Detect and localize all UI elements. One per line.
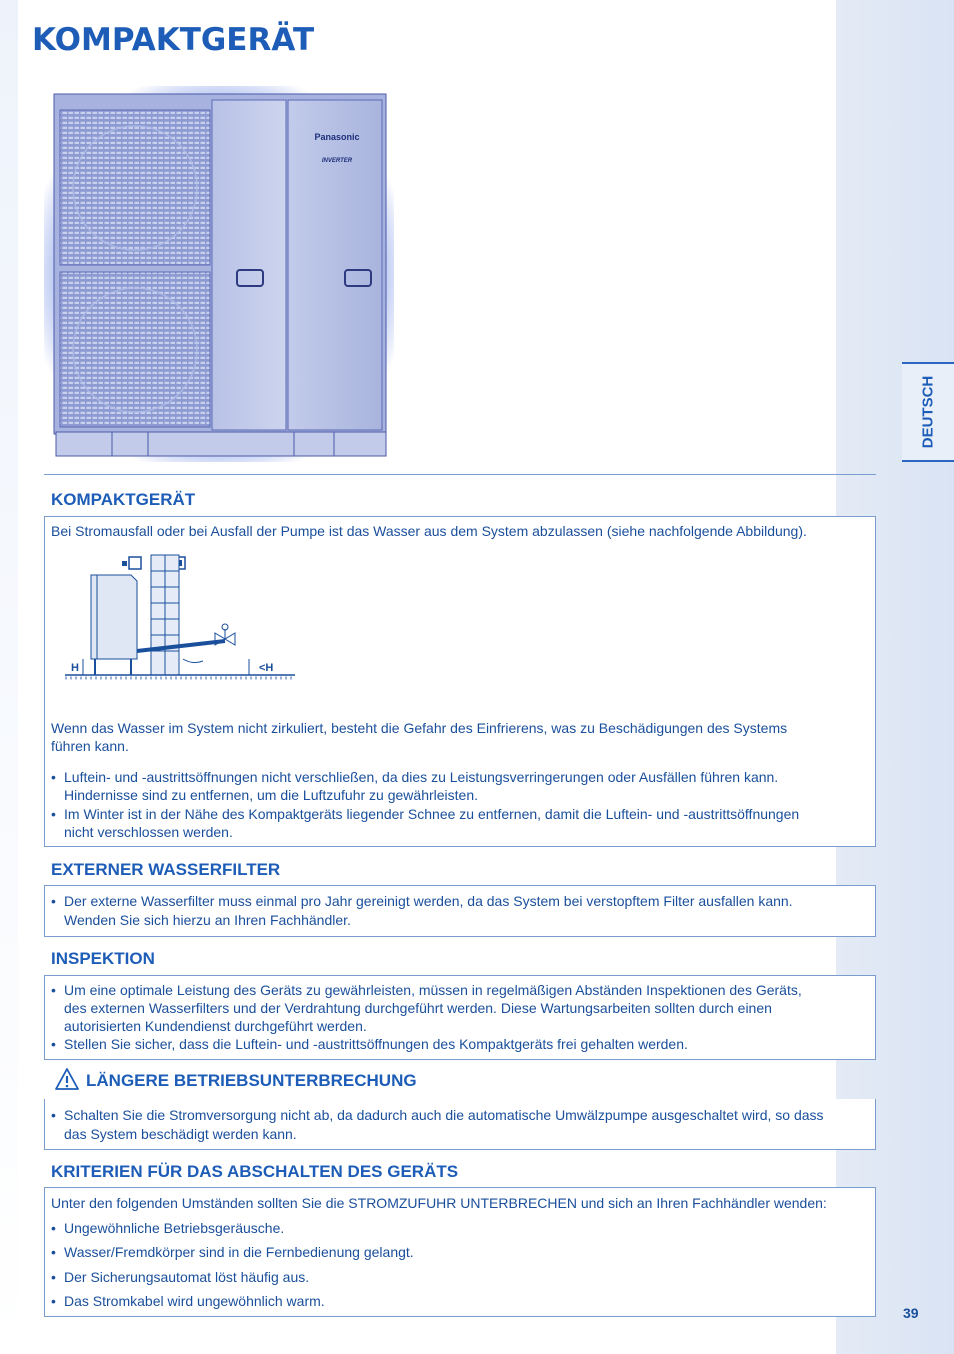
outdoor-unit-illustration	[44, 86, 394, 462]
section-separator	[44, 474, 876, 475]
bullet-marker: •	[51, 806, 56, 822]
freeze-warning-line-2: führen kann.	[51, 738, 129, 754]
bullet-marker: •	[51, 769, 56, 785]
bullet-marker: •	[51, 893, 56, 909]
language-tab	[902, 362, 954, 462]
kompakt-bullet-2-line-1: Im Winter ist in der Nähe des Kompaktgeräts liegender Schnee zu entfernen, damit die Luftein- und -austrittsöffnungen	[64, 806, 800, 822]
diagram-label-lt-h: <H	[259, 662, 274, 674]
section-heading-wasserfilter: EXTERNER WASSERFILTER	[51, 860, 281, 879]
freeze-warning-line-1: Wenn das Wasser im System nicht zirkuliert, besteht die Gefahr des Einfrierens, was zu Beschädigungen des Systems	[51, 720, 788, 736]
outdoor-unit-svg	[44, 86, 394, 462]
inspektion-bullet-2: Stellen Sie sicher, dass die Luftein- und -austrittsöffnungen des Kompaktgeräts frei gehalten werden.	[64, 1036, 688, 1052]
kompakt-bullet-1-line-2: Hindernisse sind zu entfernen, um die Luftzufuhr zu gewährleisten.	[64, 787, 479, 803]
drain-diagram	[65, 551, 295, 701]
page-title: KOMPAKTGERÄT	[32, 22, 315, 58]
filter-text-line-1: Der externe Wasserfilter muss einmal pro Jahr gereinigt werden, da das System bei verstopftem Filter ausfallen kann.	[64, 893, 793, 909]
section-heading-kompaktgeraet: KOMPAKTGERÄT	[51, 490, 196, 509]
section-heading-betriebsunterbrechung: LÄNGERE BETRIEBSUNTERBRECHUNG	[86, 1071, 417, 1090]
warning-triangle-icon	[54, 1067, 80, 1091]
drain-intro-text: Bei Stromausfall oder bei Ausfall der Pumpe ist das Wasser aus dem System abzulassen (siehe nachfolgende Abbildung).	[51, 523, 807, 539]
bullet-marker: •	[51, 1220, 56, 1236]
diagram-label-h: H	[71, 662, 79, 674]
betrieb-text-line-1: Schalten Sie die Stromversorgung nicht ab, da dadurch auch die automatische Umwälzpumpe ausgeschaltet wird, so dass	[64, 1107, 824, 1123]
section-box-wasserfilter	[44, 885, 876, 937]
bullet-marker: •	[51, 982, 56, 998]
section-box-betriebsunterbrechung	[44, 1099, 876, 1150]
betrieb-text-line-2: das System beschädigt werden kann.	[64, 1126, 297, 1142]
language-tab-label: DEUTSCH	[919, 375, 937, 449]
section-box-kompaktgeraet	[44, 516, 876, 847]
bullet-marker: •	[51, 1244, 56, 1260]
kriterien-item-3: Der Sicherungsautomat löst häufig aus.	[64, 1269, 310, 1285]
kriterien-intro: Unter den folgenden Umständen sollten Sie die STROMZUFUHR UNTERBRECHEN und sich an Ihren Fachhändler wenden:	[51, 1195, 827, 1211]
bullet-marker: •	[51, 1036, 56, 1052]
kriterien-item-4: Das Stromkabel wird ungewöhnlich warm.	[64, 1293, 325, 1309]
section-heading-kriterien: KRITERIEN FÜR DAS ABSCHALTEN DES GERÄTS	[51, 1162, 459, 1181]
kriterien-item-2: Wasser/Fremdkörper sind in die Fernbedienung gelangt.	[64, 1244, 414, 1260]
bullet-marker: •	[51, 1107, 56, 1123]
section-heading-inspektion: INSPEKTION	[51, 949, 155, 968]
section-box-kriterien	[44, 1187, 876, 1317]
inspektion-bullet-1-line-2: des externen Wasserfilters und der Verdrahtung durchgeführt werden. Diese Wartungsarbeiten sollten durch einen	[64, 1000, 772, 1016]
section-box-inspektion	[44, 975, 876, 1060]
inverter-logo: INVERTER	[321, 158, 353, 164]
filter-text-line-2: Wenden Sie sich hierzu an Ihren Fachhändler.	[64, 912, 351, 928]
brand-logo: Panasonic	[314, 132, 360, 142]
inspektion-bullet-1-line-1: Um eine optimale Leistung des Geräts zu gewährleisten, müssen in regelmäßigen Abständen Inspektionen des Geräts,	[64, 982, 802, 998]
page-number: 39	[903, 1305, 919, 1321]
bullet-marker: •	[51, 1293, 56, 1309]
kompakt-bullet-1-line-1: Luftein- und -austrittsöffnungen nicht verschließen, da dies zu Leistungsverringerungen oder Ausfällen führen kann.	[64, 769, 779, 785]
bullet-marker: •	[51, 1269, 56, 1285]
kompakt-bullet-2-line-2: nicht verschlossen werden.	[64, 824, 233, 840]
inspektion-bullet-1-line-3: autorisierten Kundendienst durchgeführt werden.	[64, 1018, 367, 1034]
kriterien-item-1: Ungewöhnliche Betriebsgeräusche.	[64, 1220, 285, 1236]
